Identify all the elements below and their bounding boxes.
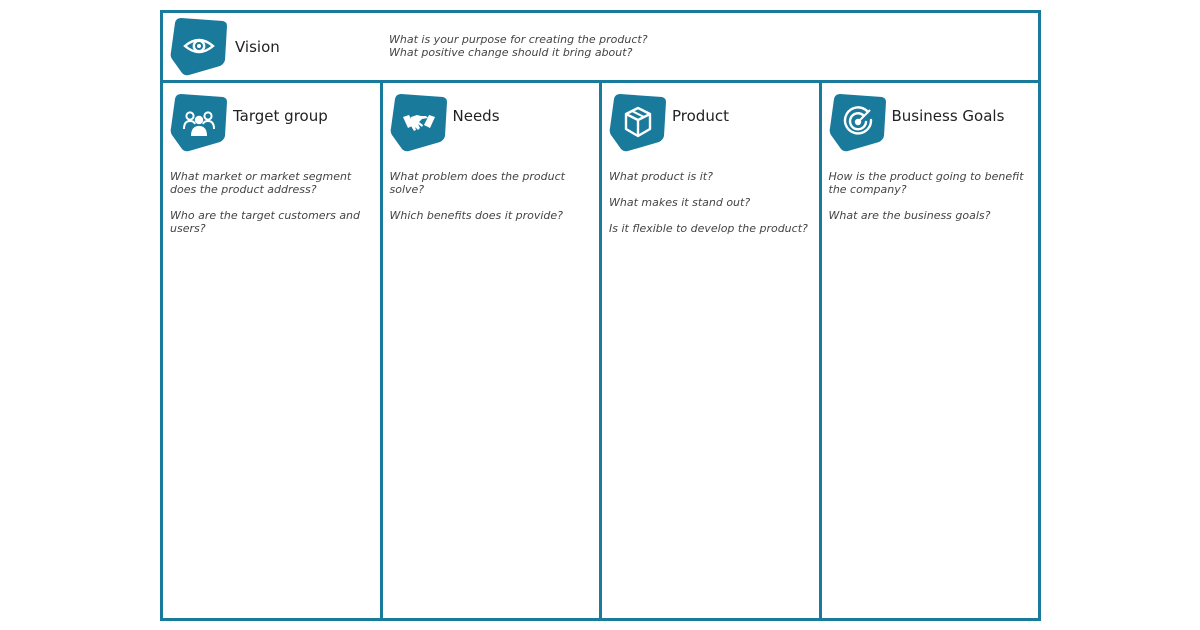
question: How is the product going to benefit the company?	[828, 170, 1024, 196]
question: Which benefits does it provide?	[389, 209, 564, 222]
product-title: Product	[672, 107, 729, 125]
vision-section	[163, 13, 1038, 83]
question: What makes it stand out?	[609, 196, 751, 209]
target-group-badge	[169, 92, 229, 152]
product-section	[602, 83, 822, 618]
question: What problem does the product solve?	[389, 170, 565, 196]
people-icon	[182, 105, 216, 139]
product-vision-board	[160, 10, 1041, 621]
business-goals-questions	[829, 170, 1033, 235]
handshake-icon	[402, 105, 436, 139]
needs-title: Needs	[452, 107, 500, 125]
business-goals-title: Business Goals	[891, 107, 1005, 125]
needs-questions	[390, 170, 594, 235]
question: Who are the target customers and users?	[170, 209, 361, 235]
needs-section	[383, 83, 603, 618]
product-questions	[609, 170, 813, 248]
vision-question: What is your purpose for creating the product?	[389, 33, 648, 46]
vision-questions	[389, 33, 648, 59]
question: Is it flexible to develop the product?	[609, 222, 808, 235]
vision-title: Vision	[235, 38, 280, 56]
target-group-section	[163, 83, 383, 618]
product-badge	[608, 92, 668, 152]
board-columns	[163, 83, 1038, 618]
vision-question: What positive change should it bring about?	[389, 46, 633, 59]
box-icon	[621, 105, 655, 139]
eye-icon	[182, 29, 216, 63]
question: What are the business goals?	[828, 209, 991, 222]
question: What market or market segment does the product address?	[170, 170, 352, 196]
business-goals-badge	[828, 92, 888, 152]
target-group-title: Target group	[233, 107, 328, 125]
target-icon	[841, 105, 875, 139]
question: What product is it?	[609, 170, 713, 183]
needs-badge	[389, 92, 449, 152]
vision-badge	[169, 16, 229, 76]
business-goals-section	[822, 83, 1039, 618]
target-group-questions	[170, 170, 374, 248]
